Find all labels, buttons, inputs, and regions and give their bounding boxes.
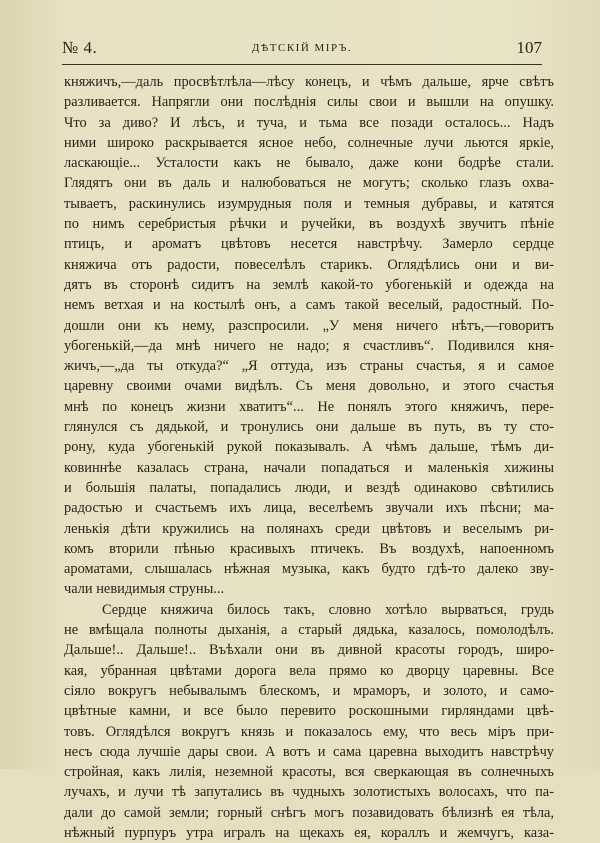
text-line: цвѣтные камни, и все было перевито роскошными гирляндами цвѣ- (64, 703, 554, 720)
text-line: Что за диво? И лѣсъ, и туча, и тьма все позади осталось... Надъ (64, 114, 554, 131)
text-line: лучахъ, и лучи тѣ запутались въ чудныхъ золотистыхъ волосахъ, что па- (64, 784, 554, 801)
text-line: рону, куда убогенькій рукой показывалъ. А чѣмъ дальше, тѣмъ ди- (64, 439, 554, 456)
text-line: ленькія дѣти кружились на полянахъ среди цвѣтовъ и веселымъ ри- (64, 520, 554, 537)
journal-title: ДѢТСКІЙ МІРЪ. (251, 42, 353, 54)
text-line: нѣжный пурпуръ утра игралъ на щекахъ ея, кораллъ и жемчугъ, каза- (64, 824, 554, 841)
text-line: товъ. Оглядѣлся вокругъ князь и показалось ему, что весь міръ при- (64, 723, 554, 740)
text-line: Глядятъ они въ даль и налюбоваться не могутъ; сколько глазъ охва- (64, 175, 554, 192)
text-line: тываетъ, раскинулись изумрудныя поля и темныя дубравы, и катятся (64, 195, 554, 212)
text-line: стройная, какъ лилія, неземной красоты, вся сверкающая въ солнечныхъ (64, 764, 554, 781)
text-line: княжича отъ радости, повеселѣлъ старикъ. Оглядѣлись они и ви- (64, 256, 554, 273)
text-line: мнѣ по конецъ жизни хватитъ“... Не понялъ этого княжичъ, пере- (64, 398, 554, 415)
text-line: княжичъ,—даль просвѣтлѣла—лѣсу конецъ, и чѣмъ дальше, ярче свѣтъ (64, 74, 554, 90)
text-line: глянулся съ дядькой, и тронулись они дальше въ путь, въ ту сто- (64, 419, 554, 436)
running-header (62, 38, 542, 62)
text-line: дали до самой земли; горный снѣгъ могъ позавидовать бѣлизнѣ ея тѣла, (64, 804, 554, 821)
text-line: ними широко раскрывается ясное небо, солнечные лучи льются яркіе, (64, 134, 554, 151)
text-line: комъ вторили пѣнью красивыхъ птичекъ. Въ воздухѣ, напоенномъ (64, 540, 554, 557)
text-line: дошли они къ нему, разспросили. „У меня ничего нѣтъ,—говоритъ (64, 317, 554, 334)
text-line: Дальше!.. Дальше!.. Въѣхали они въ дивной красоты городъ, широ- (64, 642, 554, 659)
text-line: сіяло вокругъ небывалымъ блескомъ, и мраморъ, и золото, и само- (64, 682, 554, 699)
text-line: по нимъ серебристыя рѣчки и ручейки, въ воздухѣ звучитъ пѣніе (64, 216, 554, 233)
text-line: жичъ,—„да ты откуда?“ „Я оттуда, изъ страны счастья, я и самое (64, 358, 554, 375)
issue-number: № 4. (62, 38, 98, 57)
text-line: ароматами, слышалась нѣжная музыка, какъ будто гдѣ-то далеко зву- (64, 561, 554, 578)
text-line: ласкающіе... Усталости какъ не бывало, даже кони бодрѣе стали. (64, 155, 554, 172)
text-line: кая, убранная цвѣтами дорога вела прямо ко дворцу царевны. Все (64, 662, 554, 679)
text-line: несъ сюда лучшіе дары свои. А вотъ и сама царевна выходитъ навстрѣчу (64, 743, 554, 760)
text-line: царевну своими очами видѣлъ. Съ меня довольно, и этого счастья (64, 378, 554, 395)
text-line: немъ ветхая и на костылѣ онъ, а самъ такой веселый, радостный. По- (64, 297, 554, 314)
page-number: 107 (516, 38, 542, 57)
text-line: радостью и счастьемъ ихъ лица, веселѣемъ звучали ихъ пѣсни; ма- (64, 500, 554, 517)
text-line: птицъ, и ароматъ цвѣтовъ несется навстрѣчу. Замерло сердце (64, 236, 554, 253)
body-text (64, 72, 554, 843)
text-line: дятъ въ сторонѣ сидитъ на землѣ какой-то убогенькій и одежда на (64, 276, 554, 293)
text-line: Сердце княжича билось такъ, словно хотѣло вырваться, грудь (102, 601, 554, 618)
text-line: чали невидимыя струны... (64, 581, 225, 598)
text-line: и большія палаты, попадались люди, и вездѣ одинаково свѣтились (64, 479, 554, 496)
text-line: ковиннѣе казалась страна, начали попадаться и маленькія хижины (64, 459, 554, 476)
text-line: разливается. Напрягли они послѣднія силы свои и вышли на опушку. (64, 94, 554, 111)
header-rule (62, 64, 542, 65)
text-line: убогенькій,—да мнѣ ничего не надо; я счастливъ“. Подивился кня- (64, 337, 554, 354)
text-line: не вмѣщала полноты дыханія, а старый дядька, казалось, помолодѣлъ. (64, 622, 554, 639)
